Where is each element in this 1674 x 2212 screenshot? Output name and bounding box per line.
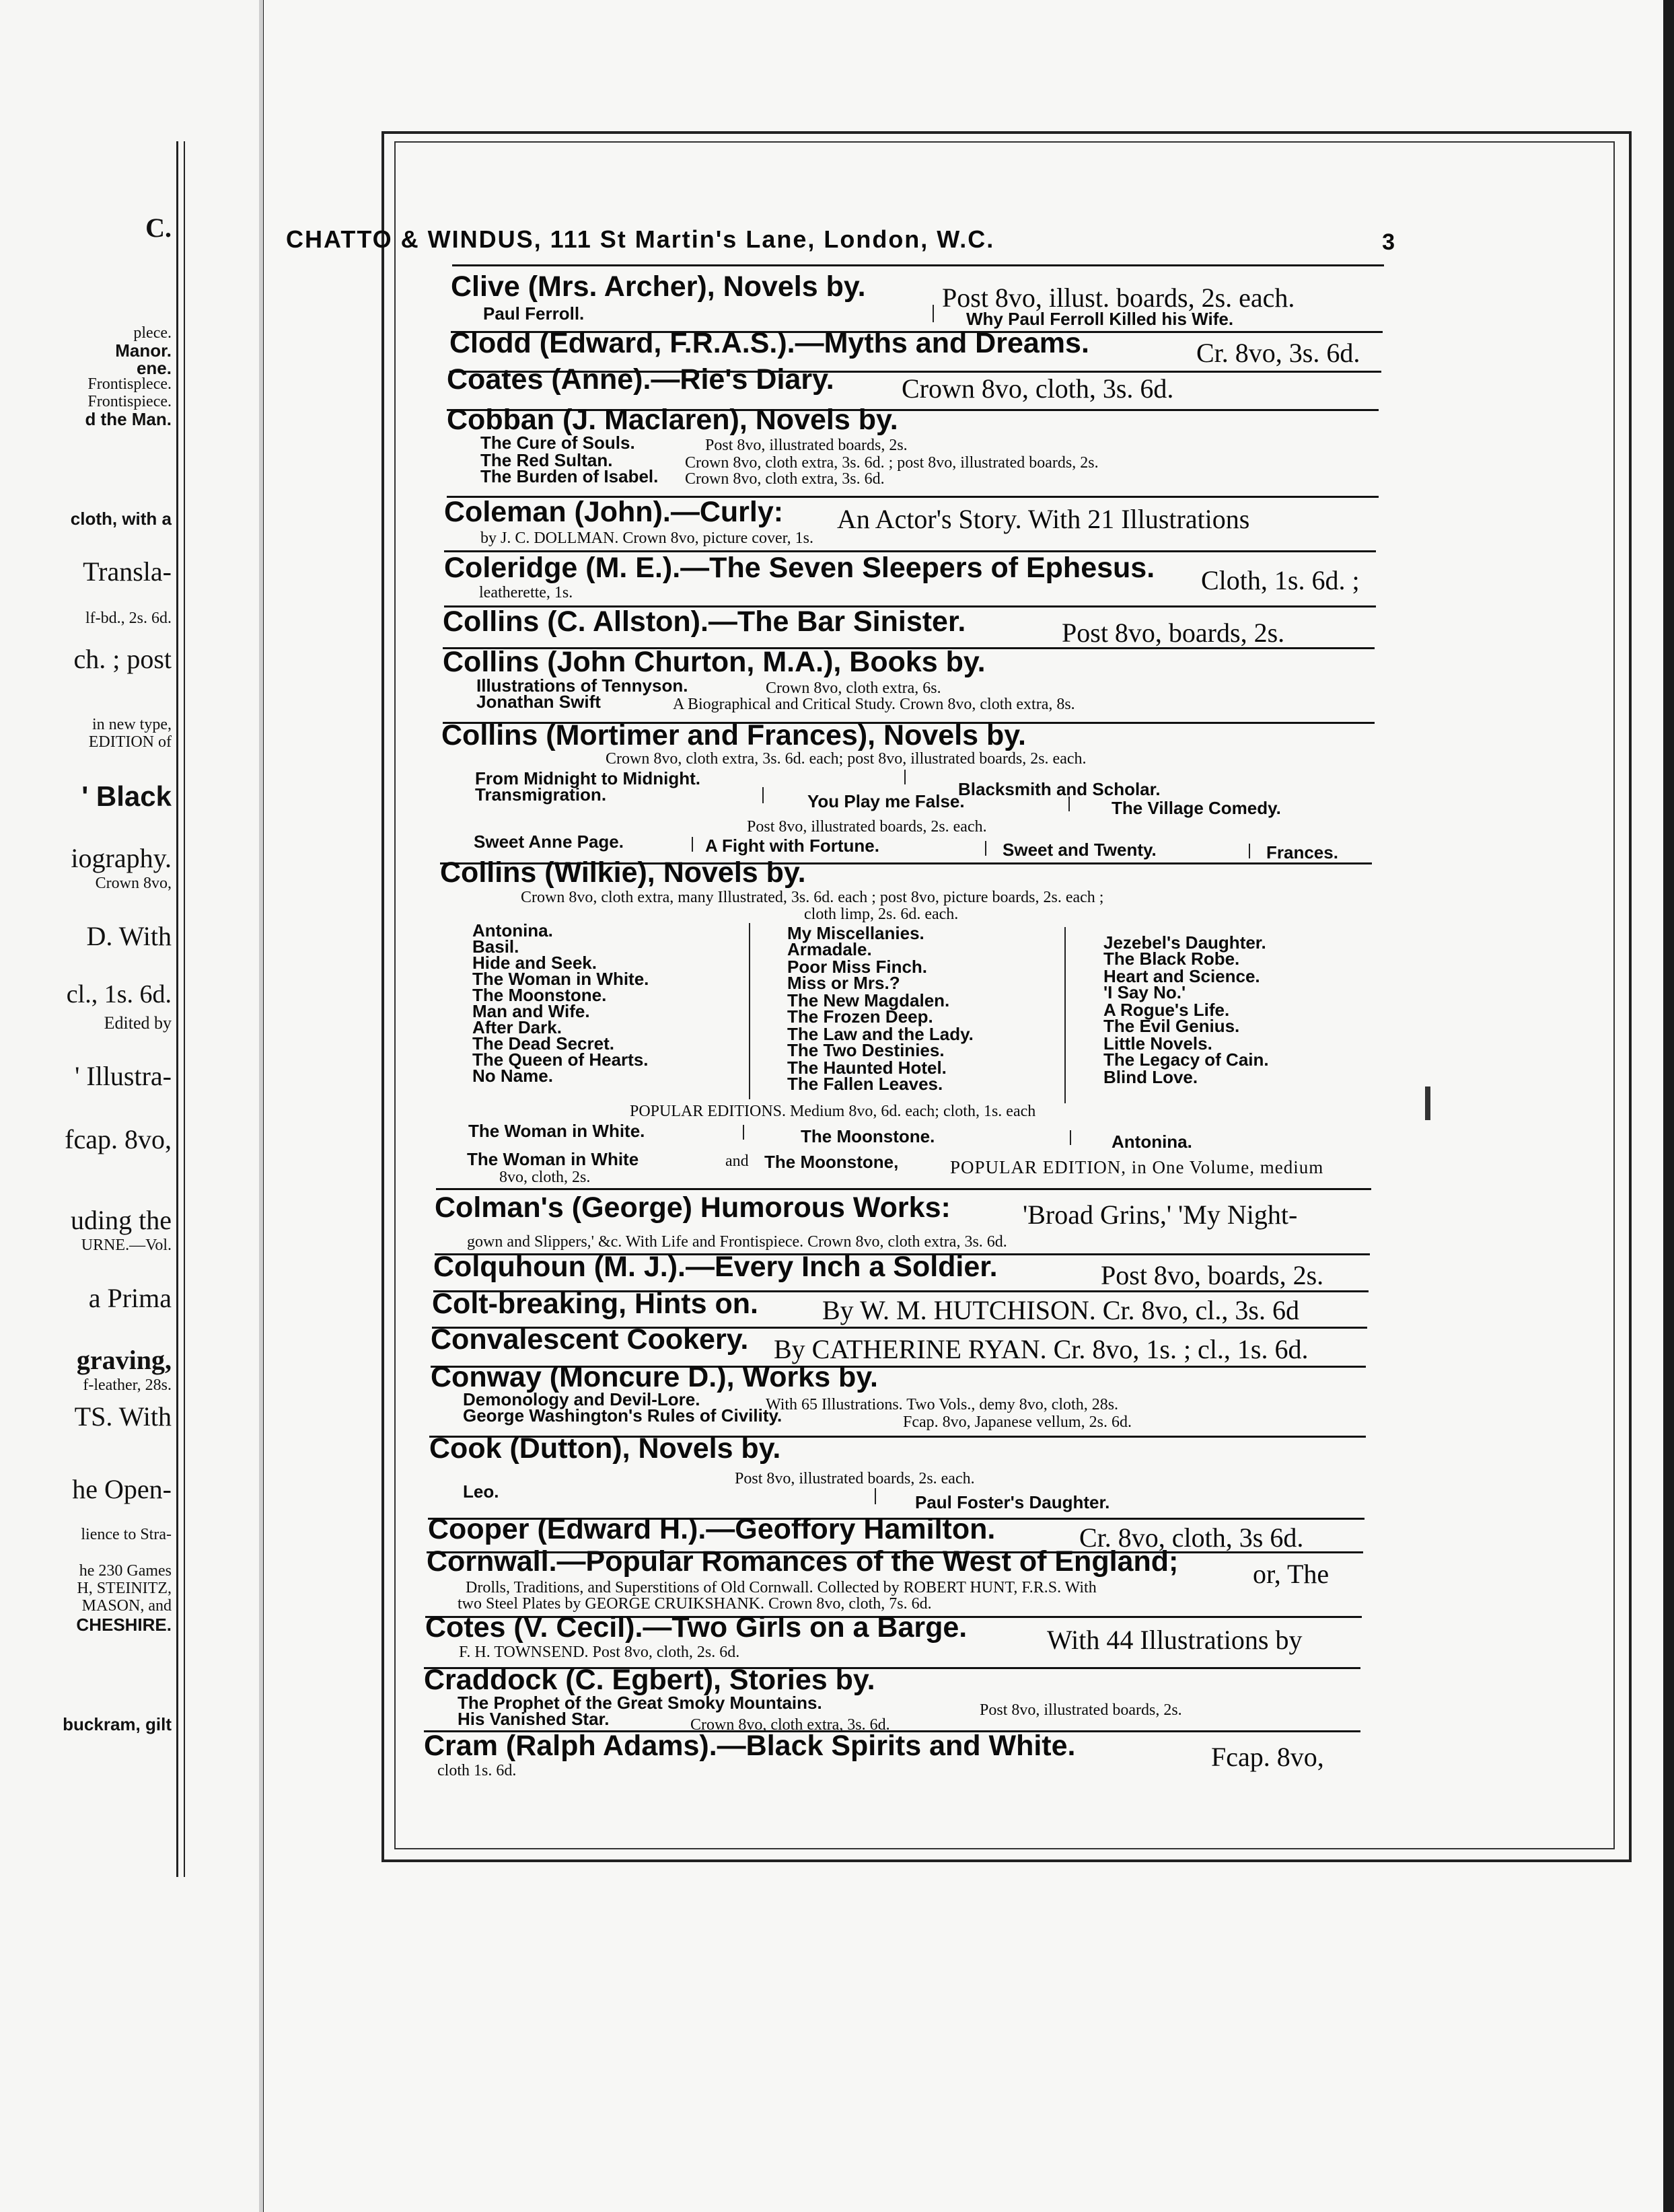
prev-line: he 230 Games [79,1562,172,1580]
entry-rule [436,1188,1371,1190]
book-title: Why Paul Ferroll Killed his Wife. [966,309,1234,329]
entry-subnote: cloth limp, 2s. 6d. each. [804,906,959,923]
column-divider [904,770,906,784]
entry-subnote: Crown 8vo, cloth extra, 3s. 6d. each; post 8vo, illustrated boards, 2s. each. [606,750,1087,768]
prev-line: EDITION of [88,733,172,751]
book-title: Sweet and Twenty. [1003,840,1157,860]
entry-note: POPULAR EDITION, in One Volume, medium [950,1157,1324,1177]
prev-line: graving, [76,1345,172,1375]
entry-heading: Cooper (Edward H.).—Geoffory Hamilton. [428,1513,996,1545]
book-title: Antonina. [472,920,553,941]
entry-subnote: leatherette, 1s. [479,584,573,601]
book-note: Post 8vo, illustrated boards, 2s. [980,1701,1182,1719]
entry-heading: Craddock (C. Egbert), Stories by. [424,1664,875,1696]
entry-subnote: two Steel Plates by GEORGE CRUIKSHANK. Crown 8vo, cloth, 7s. 6d. [458,1595,932,1613]
previous-page-fragment [0,0,263,2212]
prev-line: f-leather, 28s. [83,1376,172,1394]
book-title: Jezebel's Daughter. [1103,932,1266,953]
column-divider [1249,844,1250,858]
book-title: The Evil Genius. [1103,1016,1240,1036]
prev-line: fcap. 8vo, [65,1124,172,1154]
entry-heading: Cook (Dutton), Novels by. [429,1432,781,1465]
book-title: His Vanished Star. [458,1709,610,1729]
book-title: Paul Foster's Daughter. [915,1492,1110,1512]
book-title: The Haunted Hotel. [787,1058,947,1078]
book-title: The Queen of Hearts. [472,1049,649,1070]
entry-note: Post 8vo, boards, 2s. [1062,618,1285,648]
book-title: Man and Wife. [472,1001,590,1021]
book-title: A Rogue's Life. [1103,1000,1230,1020]
book-title: Little Novels. [1103,1033,1212,1054]
prev-line: Transla- [83,556,172,587]
prev-line: d the Man. [85,409,172,429]
entry-heading: Colquhoun (M. J.).—Every Inch a Soldier. [433,1251,998,1283]
entry-heading: Colt-breaking, Hints on. [432,1288,758,1320]
book-note: Crown 8vo, cloth extra, 6s. [766,679,941,697]
book-title: The Legacy of Cain. [1103,1049,1269,1070]
book-title: No Name. [472,1066,553,1086]
book-title: The Frozen Deep. [787,1006,933,1027]
book-note: Crown 8vo, cloth extra, 3s. 6d. [685,470,885,488]
entry-subnote: Post 8vo, illustrated boards, 2s. each. [735,1470,975,1487]
entry-subnote: POPULAR EDITIONS. Medium 8vo, 6d. each; cloth, 1s. each [630,1103,1036,1120]
column-divider [875,1488,876,1504]
book-title: Frances. [1266,842,1338,862]
entry-note: By W. M. HUTCHISON. Cr. 8vo, cl., 3s. 6d [822,1295,1299,1325]
prev-line: plece. [133,324,172,342]
entry-heading: Cram (Ralph Adams).—Black Spirits and White. [424,1730,1076,1762]
column-divider [1070,1130,1071,1145]
book-title: Miss or Mrs.? [787,973,900,993]
entry-note: By CATHERINE RYAN. Cr. 8vo, 1s. ; cl., 1s. 6d. [774,1334,1309,1364]
book-title: The Prophet of the Great Smoky Mountains. [458,1693,822,1713]
entry-subnote: Crown 8vo, cloth extra, many Illustrated, 3s. 6d. each ; post 8vo, picture boards, 2s. each ; [521,889,1104,906]
entry-subnote: Post 8vo, illustrated boards, 2s. each. [747,818,987,836]
entry-heading: Conway (Moncure D.), Works by. [431,1361,878,1393]
book-title: Blind Love. [1103,1067,1198,1087]
book-title: Armadale. [787,939,872,959]
entry-heading: Coates (Anne).—Rie's Diary. [447,363,834,396]
book-title: The Moonstone. [472,985,607,1005]
entry-heading: Cornwall.—Popular Romances of the West of England; [427,1545,1179,1578]
book-title: Heart and Science. [1103,966,1260,986]
book-title: Basil. [472,936,519,957]
entry-heading: Colman's (George) Humorous Works: [435,1191,951,1224]
prev-line: lience to Stra- [81,1526,172,1543]
prev-line: MASON, and [81,1597,172,1615]
prev-line: he Open- [72,1474,172,1504]
prev-line: CHESHIRE. [76,1615,172,1635]
book-title: The Cure of Souls. [480,433,635,453]
prev-line: iography. [71,843,172,873]
entry-heading: Collins (John Churton, M.A.), Books by. [443,646,986,678]
book-title: The Moonstone. [801,1126,935,1146]
entry-heading: Cotes (V. Cecil).—Two Girls on a Barge. [425,1611,968,1644]
prev-line: cl., 1s. 6d. [66,980,172,1008]
publisher-address: CHATTO & WINDUS, 111 St Martin's Lane, London, W.C. [286,225,995,253]
book-title: From Midnight to Midnight. [475,768,701,788]
column-divider [985,841,986,856]
entry-heading: Coleman (John).—Curly: [444,496,784,528]
entry-heading: Convalescent Cookery. [431,1323,749,1356]
prev-line: Edited by [104,1013,172,1033]
book-title: The Woman in White. [472,969,649,989]
book-note: A Biographical and Critical Study. Crown 8vo, cloth extra, 8s. [673,696,1075,713]
book-title: The Burden of Isabel. [480,466,659,486]
book-title: The Two Destinies. [787,1040,945,1060]
column-divider [749,923,750,1099]
prev-line: TS. With [74,1401,172,1432]
book-note: Post 8vo, illustrated boards, 2s. [705,437,908,454]
entry-subnote: gown and Slippers,' &c. With Life and Frontispiece. Crown 8vo, cloth extra, 3s. 6d. [467,1233,1007,1251]
entry-note: Cr. 8vo, 3s. 6d. [1196,338,1360,368]
prev-line: lf-bd., 2s. 6d. [85,610,172,627]
book-title: Antonina. [1112,1132,1192,1152]
entry-subnote: Drolls, Traditions, and Superstitions of Old Cornwall. Collected by ROBERT HUNT, F.R.S. With [466,1579,1097,1596]
book-title: Sweet Anne Page. [474,832,624,852]
book-title: The Red Sultan. [480,450,613,470]
entry-note: Cr. 8vo, cloth, 3s 6d. [1079,1522,1304,1553]
book-note: With 65 Illustrations. Two Vols., demy 8vo, cloth, 28s. [766,1396,1119,1413]
column-divider [1068,797,1070,811]
entry-note: Post 8vo, boards, 2s. [1101,1260,1324,1290]
book-title: The Black Robe. [1103,949,1240,969]
entry-subnote: by J. C. DOLLMAN. Crown 8vo, picture cover, 1s. [480,529,813,547]
prev-line: Crown 8vo, [95,875,172,892]
book-title: The Law and the Lady. [787,1024,974,1044]
entry-heading: Coleridge (M. E.).—The Seven Sleepers of Ephesus. [444,552,1155,584]
prev-line: ' Black [81,780,172,812]
connector-word: and [725,1152,749,1170]
running-head [286,225,1396,266]
prev-line: ene. [136,358,172,378]
book-title: Leo. [463,1481,499,1502]
entry-heading: Clive (Mrs. Archer), Novels by. [451,270,866,303]
entry-subnote: cloth 1s. 6d. [437,1762,517,1779]
entry-heading: Clodd (Edward, F.R.A.S.).—Myths and Dreams. [449,327,1089,359]
entry-heading: Collins (Wilkie), Novels by. [440,856,806,889]
entry-note: Fcap. 8vo, [1211,1742,1324,1772]
book-title: Demonology and Devil-Lore. [463,1389,700,1409]
book-title: Hide and Seek. [472,953,597,973]
margin-mark [1425,1086,1430,1120]
book-title: Poor Miss Finch. [787,957,928,977]
book-title: Transmigration. [475,784,607,805]
book-title: The Woman in White [467,1149,639,1169]
book-title: After Dark. [472,1017,562,1037]
page-number: 3 [1382,229,1396,255]
prev-line: Frontisplece. [87,375,172,393]
prev-line: C. [145,213,172,243]
book-title: The Woman in White. [468,1121,645,1141]
book-title: The Dead Secret. [472,1033,614,1054]
entry-note: Cloth, 1s. 6d. ; [1201,565,1360,595]
book-title: George Washington's Rules of Civility. [463,1405,783,1426]
column-divider [933,305,934,322]
book-title: The Village Comedy. [1112,798,1281,818]
book-title: Blacksmith and Scholar. [958,779,1161,799]
previous-page-rule [176,141,185,1877]
entry-note: With 44 Illustrations by [1047,1625,1303,1655]
book-title: A Fight with Fortune. [705,836,879,856]
column-divider [762,787,764,803]
column-divider [692,837,693,852]
entry-note: Post 8vo, illust. boards, 2s. each. [942,283,1295,313]
entry-note: An Actor's Story. With 21 Illustrations [837,504,1250,534]
entry-note: or, The [1253,1559,1330,1589]
book-note: Fcap. 8vo, Japanese vellum, 2s. 6d. [903,1413,1132,1431]
book-title: 'I Say No.' [1103,982,1186,1002]
prev-line: in new type, [92,716,172,733]
prev-line: ' Illustra- [75,1061,172,1091]
prev-line: ch. ; post [73,644,172,674]
book-title: The Fallen Leaves. [787,1074,943,1094]
column-divider [743,1125,744,1140]
entry-heading: Collins (C. Allston).—The Bar Sinister. [443,605,966,638]
entry-heading: Cobban (J. Maclaren), Novels by. [447,404,898,436]
book-note: Crown 8vo, cloth extra, 3s. 6d. [690,1716,890,1734]
prev-line: a Prima [88,1283,172,1313]
entry-subnote: 8vo, cloth, 2s. [499,1169,591,1186]
book-title: The Moonstone, [764,1152,899,1172]
column-divider [1064,927,1066,1103]
entry-note: 'Broad Grins,' 'My Night- [1023,1200,1298,1230]
book-note: Crown 8vo, cloth extra, 3s. 6d. ; post 8vo, illustrated boards, 2s. [685,454,1099,472]
entry-subnote: F. H. TOWNSEND. Post 8vo, cloth, 2s. 6d. [459,1644,740,1661]
book-title: My Miscellanies. [787,923,924,943]
header-rule [452,264,1384,266]
book-title: The New Magdalen. [787,990,950,1010]
prev-line: URNE.—Vol. [81,1237,172,1254]
entry-note: Crown 8vo, cloth, 3s. 6d. [902,373,1174,404]
book-title: Illustrations of Tennyson. [476,675,688,696]
prev-line: Manor. [115,340,172,361]
prev-line: D. With [86,921,172,951]
prev-line: uding the [71,1205,172,1235]
entry-heading: Collins (Mortimer and Frances), Novels by. [441,719,1026,751]
book-title: Jonathan Swift [476,692,601,712]
prev-line: Frontispiece. [87,393,172,410]
prev-line: buckram, gilt [63,1714,172,1734]
prev-line: H, STEINITZ, [77,1580,172,1597]
prev-line: cloth, with a [70,509,172,529]
book-title: Paul Ferroll. [483,303,585,324]
book-title: You Play me False. [807,791,965,811]
